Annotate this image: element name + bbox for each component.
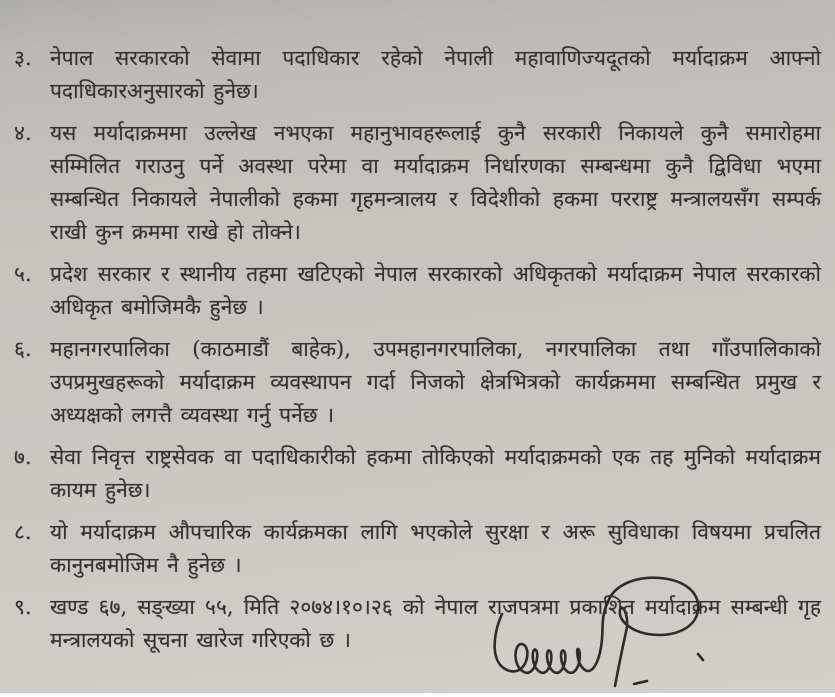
item-number: ७. [14, 445, 32, 469]
list-item [12, 441, 821, 507]
numbered-list [12, 42, 821, 657]
item-number: ३. [14, 46, 32, 70]
item-text: यस मर्यादाक्रममा उल्लेख नभएका महानुभावहरूलाई कुनै सरकारी निकायले कुनै समारोहमा सम्मिलित गराउनु पर्ने अवस्था परेमा वा मर्यादाक्रम निर्धारणका सम्बन्धमा कुनै द्विविधा भएमा सम्बन्धित निकायले नेपालीको हकमा गृहमन्त्रालय र विदेशीको हकमा परराष्ट्र मन्त्रालयसँग सम्पर्क राखी कुन क्रममा राखे हो तोक्ने। [50, 121, 821, 244]
item-text: महानगरपालिका (काठमाडौं बाहेक), उपमहानगरपालिका, नगरपालिका तथा गाँउपालिकाको उपप्रमुखहरूको मर्यादाक्रम व्यवस्थापन गर्दा निजको क्षेत्रभित्रको कार्यक्रममा सम्बन्धित प्रमुख र अध्यक्षको लगत्तै व्यवस्था गर्नु पर्नेछ । [50, 337, 821, 427]
item-number: ६. [14, 337, 32, 361]
list-item [12, 516, 821, 582]
list-item [12, 117, 821, 249]
list-item [12, 333, 821, 432]
item-number: ८. [14, 520, 32, 544]
item-number: ९. [14, 595, 32, 619]
item-text: यो मर्यादाक्रम औपचारिक कार्यक्रमका लागि भएकोले सुरक्षा र अरू सुविधाका विषयमा प्रचलित कानुनबमोजिम नै हुनेछ । [50, 520, 821, 577]
item-text: नेपाल सरकारको सेवामा पदाधिकार रहेको नेपाली महावाणिज्यदूतको मर्यादाक्रम आफ्नो पदाधिकारअनुसारको हुनेछ। [50, 46, 821, 103]
item-number: ५. [14, 262, 32, 286]
list-item [12, 42, 821, 108]
item-number: ४. [14, 121, 32, 145]
item-text: प्रदेश सरकार र स्थानीय तहमा खटिएको नेपाल सरकारको अधिकृतको मर्यादाक्रम नेपाल सरकारको अधिकृत बमोजिमकै हुनेछ । [50, 262, 821, 319]
list-item [12, 258, 821, 324]
list-item [12, 591, 821, 657]
item-text: सेवा निवृत्त राष्ट्रसेवक वा पदाधिकारीको हकमा तोकिएको मर्यादाक्रमको एक तह मुनिको मर्यादाक्रम कायम हुनेछ। [50, 445, 821, 502]
item-text: खण्ड ६७, सङ्ख्या ५५, मिति २०७४।१०।२६ को नेपाल राजपत्रमा प्रकाशित मर्यादाक्रम सम्बन्धी गृह मन्त्रालयको सूचना खारेज गरिएको छ । [50, 595, 821, 652]
